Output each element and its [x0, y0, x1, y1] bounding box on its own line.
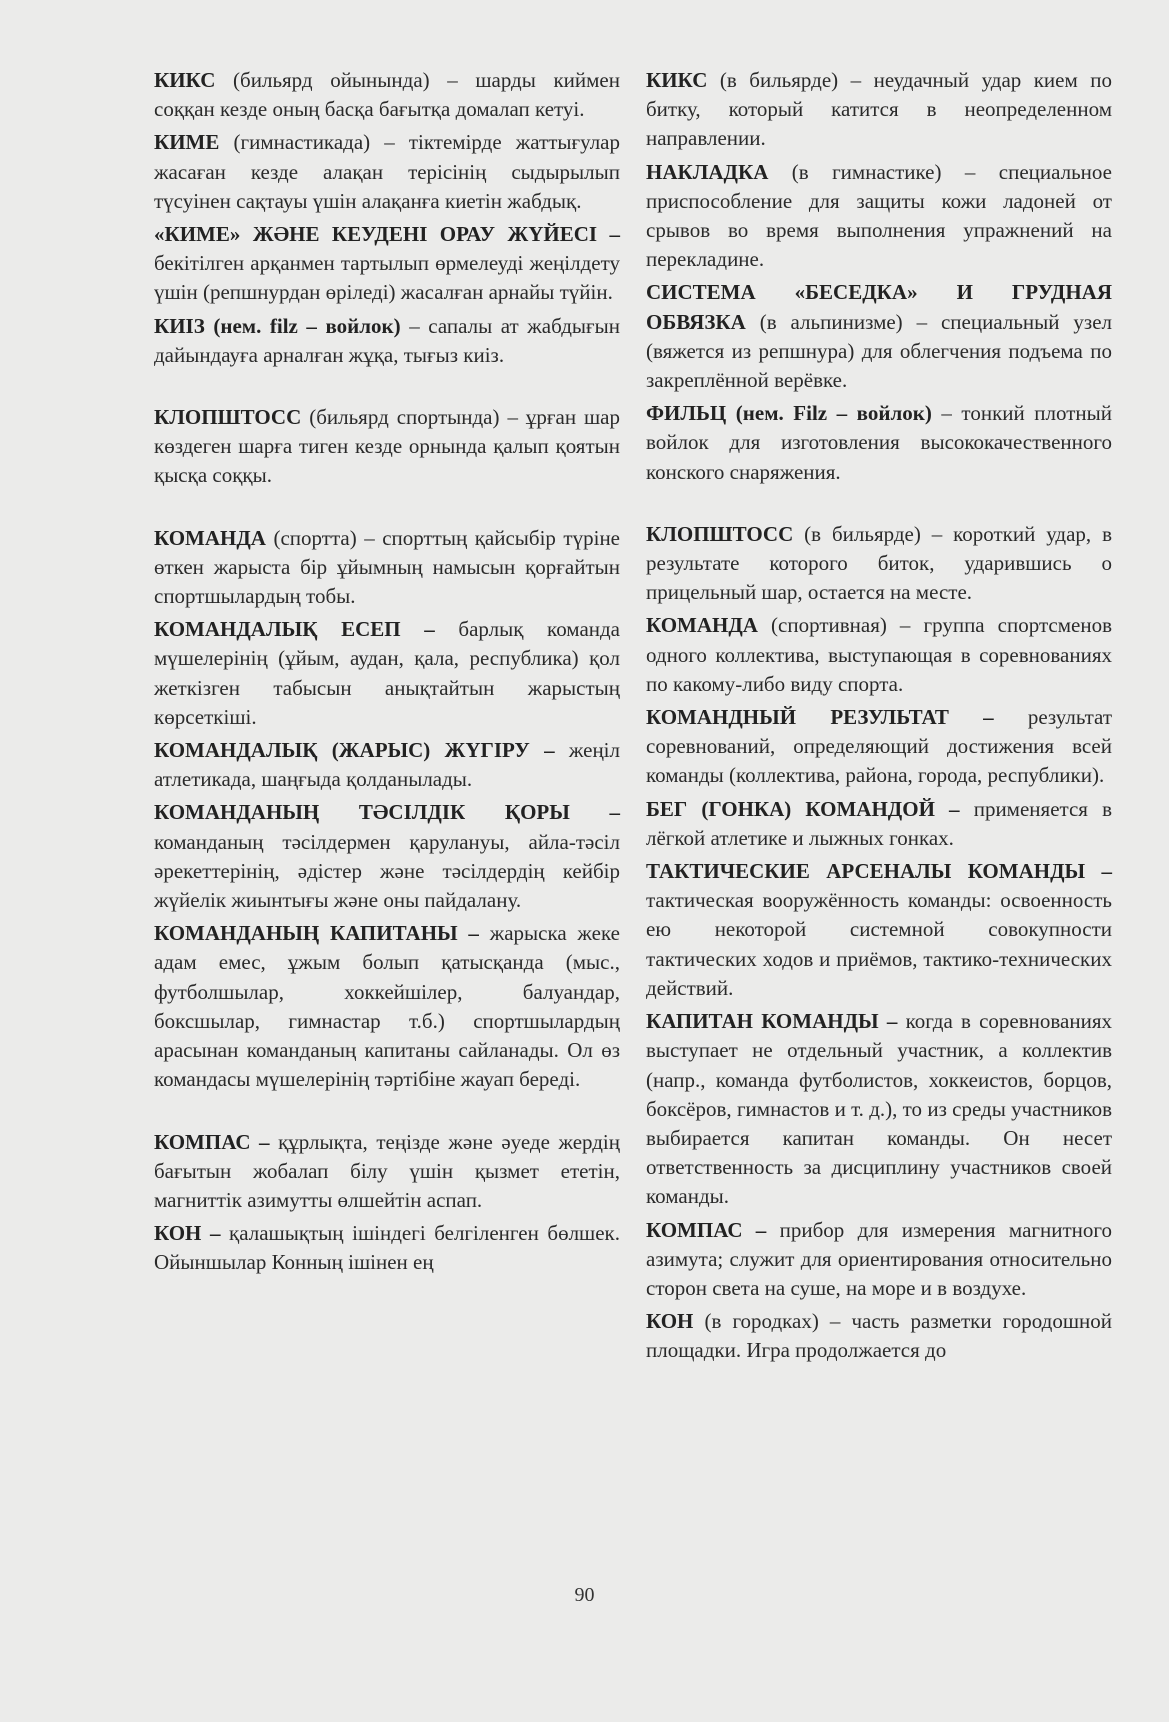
entry-komanda-kk [154, 524, 620, 612]
entry-term: СИСТЕМА «БЕСЕДКА» И ГРУДНАЯ ОБВЯЗКА [646, 280, 1112, 334]
entry-tasildik-kory-kk [154, 798, 620, 915]
entry-filts-ru [646, 399, 1112, 487]
entry-term: КИКС [646, 68, 708, 92]
entry-term: КОМАНДНЫЙ РЕЗУЛЬТАТ – [646, 705, 994, 730]
entry-term: КИМЕ [154, 130, 220, 155]
entry-nakladka-ru [646, 158, 1112, 275]
entry-term: КОМАНДА [154, 525, 266, 550]
entry-definition: (в гимнастике) – специальное приспособление для защиты кожи ладоней от срывов во время выполнения упражнений на перекладине. [646, 159, 1112, 272]
entry-definition: – тонкий плотный войлок для изготовления высококачественного конского снаряжения. [646, 401, 1112, 484]
entry-term: КОМПАС – [154, 1129, 270, 1154]
entry-kompas-kk [154, 1128, 620, 1216]
entry-definition: қалашықтың ішіндегі белгіленген бөлшек. Ойыншылар Конның ішінен ең [154, 1221, 620, 1275]
entry-definition: команданың тәсілдермен қарулануы, айла-тәсіл әрекеттерінің, әдістер және тәсілдердің кейбір жүйелік жиынтығы және оны пайдалану. [154, 829, 620, 913]
entry-term: КЛОПШТОСС [154, 405, 302, 430]
entry-kapitan-kk [154, 919, 620, 1094]
entry-definition: (в альпинизме) – специальный узел (вяжется из репшнура) для облегчения подъема по закреплённой верёвке. [646, 309, 1112, 393]
entry-term: ТАКТИЧЕСКИЕ АРСЕНАЛЫ КОМАНДЫ – [646, 859, 1112, 884]
entry-term: КОМАНДАНЫҢ ТӘСІЛДІК ҚОРЫ – [154, 800, 620, 825]
russian-column [646, 66, 1112, 1370]
entry-definition: жеңіл атлетикада, шаңғыда қолданылады. [154, 738, 620, 792]
entry-klopshtoss-kk [154, 403, 620, 491]
entry-definition: (бильярд спортында) – ұрған шар көздеген шарға тиген кезде орнында қалып қоятын қысқа соққы. [154, 405, 620, 488]
entry-definition: бекітілген арқанмен тартылып өрмелеуді жеңілдету үшін (репшнурдан өріледі) жасалған арнайы түйін. [154, 251, 620, 305]
entry-definition: тактическая вооружённость команды: освоенность ею некоторой системной совокупности тактических ходов и приёмов, тактико-технических действий. [646, 888, 1112, 1000]
entry-term: КОМАНДА [646, 613, 758, 638]
entry-term: КОН [646, 1309, 694, 1334]
entry-komandny-rezultat-ru [646, 703, 1112, 791]
entry-besedka-ru [646, 278, 1112, 395]
entry-definition: құрлықта, теңізде және әуеде жердің бағытын жобалап білу үшін қызмет ететін, магниттік азимутты өлшейтін аспап. [154, 1129, 620, 1212]
page-number: 90 [574, 1584, 595, 1606]
entry-kiks-ru [646, 66, 1112, 154]
entry-definition: (в городках) – часть разметки городошной площадки. Игра продолжается до [646, 1309, 1112, 1363]
entry-kime-system-kk [154, 220, 620, 308]
entry-term: ФИЛЬЦ (нем. Filz – войлок) [646, 401, 932, 426]
entry-definition: (в бильярде) – неудачный удар кием по битку, который катится в неопределенном направлении. [646, 68, 1112, 151]
entry-definition: результат соревнований, определяющий достижения всей команды (коллектива, района, города, республики). [646, 705, 1112, 788]
entry-term: КОМАНДАНЫҢ КАПИТАНЫ – [154, 921, 479, 946]
entry-definition: (в бильярде) – короткий удар, в результате которого биток, ударившись о прицельный шар, остается на месте. [646, 521, 1112, 605]
entry-kompas-ru [646, 1216, 1112, 1304]
entry-kime-kk [154, 128, 620, 216]
entry-term: КОМАНДАЛЫҚ ЕСЕП – [154, 617, 435, 642]
entry-definition: барлық команда мүшелерінің (ұйым, аудан, қала, республика) қол жеткізген табысын анықтайтын жарыстың көрсеткіші. [154, 617, 621, 729]
entry-term: БЕГ (ГОНКА) КОМАНДОЙ – [646, 796, 960, 821]
entry-komandalyk-zhugiru-kk [154, 736, 620, 794]
entry-term: КОН – [154, 1221, 221, 1246]
entry-komanda-ru [646, 611, 1112, 699]
entry-definition: жарыска жеке адам емес, ұжым болып қатысқанда (мыс., футболшылар, хоккейшілер, балуандар, боксшылар, гимнастар т.б.) спортшылардың арасынан команданың капитаны сайланады. Ол өз командасы мүшелерінің тәртібіне жауап береді. [154, 921, 620, 1092]
entry-kiks-kk [154, 66, 620, 124]
entry-definition: – сапалы ат жабдығын дайындауға арналған жұқа, тығыз киіз. [154, 313, 620, 367]
entry-definition: применяется в лёгкой атлетике и лыжных гонках. [646, 796, 1112, 850]
entry-definition: когда в соревнованиях выступает не отдельный участник, а коллектив (напр., команда футболистов, хоккеистов, борцов, боксёров, гимнастов и т. д.), то из среды участников выбирается капитан команды. Он несет ответственность за дисциплину участников своей команды. [646, 1009, 1113, 1209]
entry-komandalyk-esep-kk [154, 615, 620, 732]
entry-definition: (спортивная) – группа спортсменов одного коллектива, выступающая в соревнованиях по какому-либо виду спорта. [646, 613, 1112, 696]
entry-term: КЛОПШТОСС [646, 521, 794, 546]
entry-term: КОМАНДАЛЫҚ (ЖАРЫС) ЖҮГІРУ – [154, 738, 555, 763]
entry-term: «КИМЕ» ЖӘНЕ КЕУДЕНІ ОРАУ ЖҮЙЕСІ – [154, 222, 620, 247]
entry-term: КИІЗ (нем. filz – войлок) [154, 313, 401, 338]
entry-kon-kk [154, 1219, 620, 1277]
entry-klopshtoss-ru [646, 520, 1112, 608]
kazakh-column [154, 66, 620, 1282]
entry-kiiz-kk [154, 312, 620, 370]
entry-term: КОМПАС – [646, 1217, 767, 1242]
entry-beg-komandoy-ru [646, 795, 1112, 853]
entry-term: НАКЛАДКА [646, 159, 769, 184]
entry-kon-ru [646, 1307, 1112, 1365]
entry-definition: прибор для измерения магнитного азимута; служит для ориентирования относительно сторон света на суше, на море и в воздухе. [646, 1217, 1112, 1300]
entry-definition: (гимнастикада) – тіктемірде жаттығулар жасаған кезде алақан терісінің сыдырылып түсуінен сақтауы үшін алақанға киетін жабдық. [154, 130, 620, 213]
entry-term: КИКС [154, 68, 216, 92]
entry-arsenaly-ru [646, 857, 1112, 1003]
entry-definition: (спортта) – спорттың қайсыбір түріне өткен жарыста бір ұйымның намысын қорғайтын спортшылардың тобы. [154, 525, 620, 609]
entry-definition: (бильярд ойынында) – шарды киймен соққан кезде оның басқа бағытқа домалап кетуі. [154, 68, 620, 122]
entry-term: КАПИТАН КОМАНДЫ – [646, 1009, 898, 1034]
entry-kapitan-ru [646, 1007, 1112, 1211]
